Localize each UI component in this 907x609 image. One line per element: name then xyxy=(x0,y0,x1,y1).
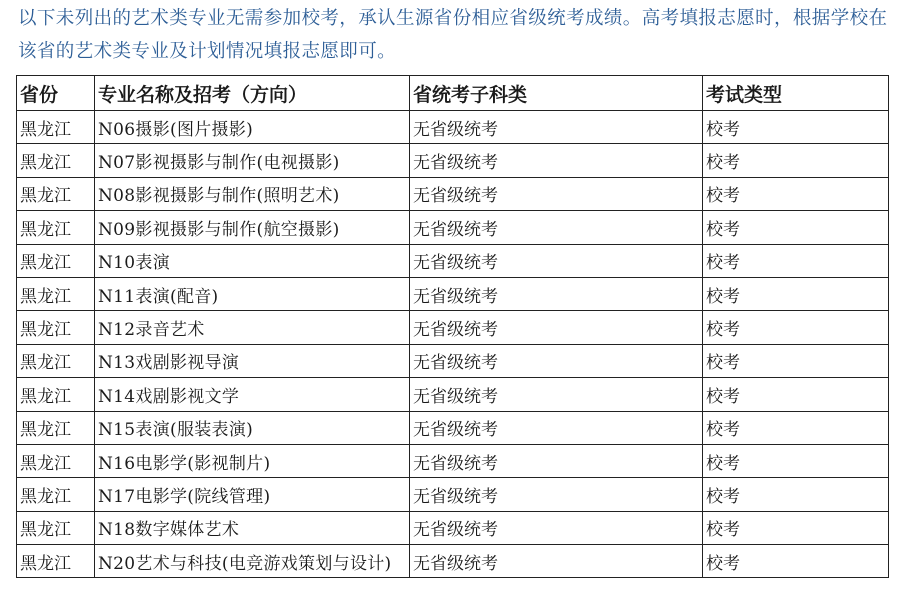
cell-major: N18数字媒体艺术 xyxy=(95,511,410,544)
cell-province: 黑龙江 xyxy=(17,444,95,477)
table-row xyxy=(17,244,889,277)
cell-exam-subcategory: 无省级统考 xyxy=(410,311,703,344)
header-exam-subcategory: 省统考子科类 xyxy=(410,76,703,111)
majors-table xyxy=(16,75,889,578)
cell-exam-subcategory: 无省级统考 xyxy=(410,444,703,477)
cell-province: 黑龙江 xyxy=(17,111,95,144)
cell-province: 黑龙江 xyxy=(17,511,95,544)
cell-exam-type: 校考 xyxy=(703,177,889,210)
cell-exam-type: 校考 xyxy=(703,144,889,177)
cell-province: 黑龙江 xyxy=(17,411,95,444)
cell-exam-type: 校考 xyxy=(703,478,889,511)
cell-exam-subcategory: 无省级统考 xyxy=(410,244,703,277)
cell-exam-subcategory: 无省级统考 xyxy=(410,277,703,310)
cell-major: N17电影学(院线管理) xyxy=(95,478,410,511)
cell-major: N09影视摄影与制作(航空摄影) xyxy=(95,211,410,244)
cell-exam-type: 校考 xyxy=(703,211,889,244)
cell-exam-subcategory: 无省级统考 xyxy=(410,211,703,244)
cell-major: N10表演 xyxy=(95,244,410,277)
cell-exam-subcategory: 无省级统考 xyxy=(410,545,703,578)
table-row xyxy=(17,411,889,444)
cell-exam-type: 校考 xyxy=(703,411,889,444)
cell-exam-type: 校考 xyxy=(703,444,889,477)
table-row xyxy=(17,344,889,377)
cell-province: 黑龙江 xyxy=(17,478,95,511)
cell-exam-subcategory: 无省级统考 xyxy=(410,344,703,377)
cell-exam-subcategory: 无省级统考 xyxy=(410,411,703,444)
cell-major: N08影视摄影与制作(照明艺术) xyxy=(95,177,410,210)
table-header-row xyxy=(17,76,889,111)
cell-major: N14戏剧影视文学 xyxy=(95,378,410,411)
cell-exam-type: 校考 xyxy=(703,545,889,578)
cell-major: N16电影学(影视制片) xyxy=(95,444,410,477)
cell-exam-subcategory: 无省级统考 xyxy=(410,111,703,144)
cell-major: N13戏剧影视导演 xyxy=(95,344,410,377)
cell-major: N07影视摄影与制作(电视摄影) xyxy=(95,144,410,177)
cell-exam-subcategory: 无省级统考 xyxy=(410,511,703,544)
table-row xyxy=(17,478,889,511)
cell-major: N20艺术与科技(电竞游戏策划与设计) xyxy=(95,545,410,578)
table-row xyxy=(17,378,889,411)
table-row xyxy=(17,111,889,144)
cell-exam-type: 校考 xyxy=(703,511,889,544)
cell-exam-type: 校考 xyxy=(703,244,889,277)
table-row xyxy=(17,177,889,210)
intro-paragraph: 以下未列出的艺术类专业无需参加校考，承认生源省份相应省级统考成绩。高考填报志愿时，根据学校在该省的艺术类专业及计划情况填报志愿即可。 xyxy=(18,8,888,62)
cell-exam-type: 校考 xyxy=(703,277,889,310)
cell-exam-type: 校考 xyxy=(703,311,889,344)
cell-province: 黑龙江 xyxy=(17,344,95,377)
cell-exam-subcategory: 无省级统考 xyxy=(410,478,703,511)
table-row xyxy=(17,444,889,477)
cell-exam-type: 校考 xyxy=(703,344,889,377)
header-exam-type: 考试类型 xyxy=(703,76,889,111)
cell-province: 黑龙江 xyxy=(17,277,95,310)
table-row xyxy=(17,211,889,244)
cell-province: 黑龙江 xyxy=(17,211,95,244)
cell-major: N06摄影(图片摄影) xyxy=(95,111,410,144)
header-major: 专业名称及招考（方向） xyxy=(95,76,410,111)
cell-major: N12录音艺术 xyxy=(95,311,410,344)
table-row xyxy=(17,545,889,578)
cell-exam-type: 校考 xyxy=(703,111,889,144)
cell-exam-type: 校考 xyxy=(703,378,889,411)
table-row xyxy=(17,277,889,310)
cell-province: 黑龙江 xyxy=(17,177,95,210)
cell-exam-subcategory: 无省级统考 xyxy=(410,144,703,177)
cell-exam-subcategory: 无省级统考 xyxy=(410,378,703,411)
cell-exam-subcategory: 无省级统考 xyxy=(410,177,703,210)
cell-province: 黑龙江 xyxy=(17,144,95,177)
cell-province: 黑龙江 xyxy=(17,545,95,578)
table-row xyxy=(17,311,889,344)
header-province: 省份 xyxy=(17,76,95,111)
table-row xyxy=(17,144,889,177)
cell-major: N11表演(配音) xyxy=(95,277,410,310)
cell-province: 黑龙江 xyxy=(17,378,95,411)
cell-province: 黑龙江 xyxy=(17,244,95,277)
cell-province: 黑龙江 xyxy=(17,311,95,344)
cell-major: N15表演(服装表演) xyxy=(95,411,410,444)
table-row xyxy=(17,511,889,544)
